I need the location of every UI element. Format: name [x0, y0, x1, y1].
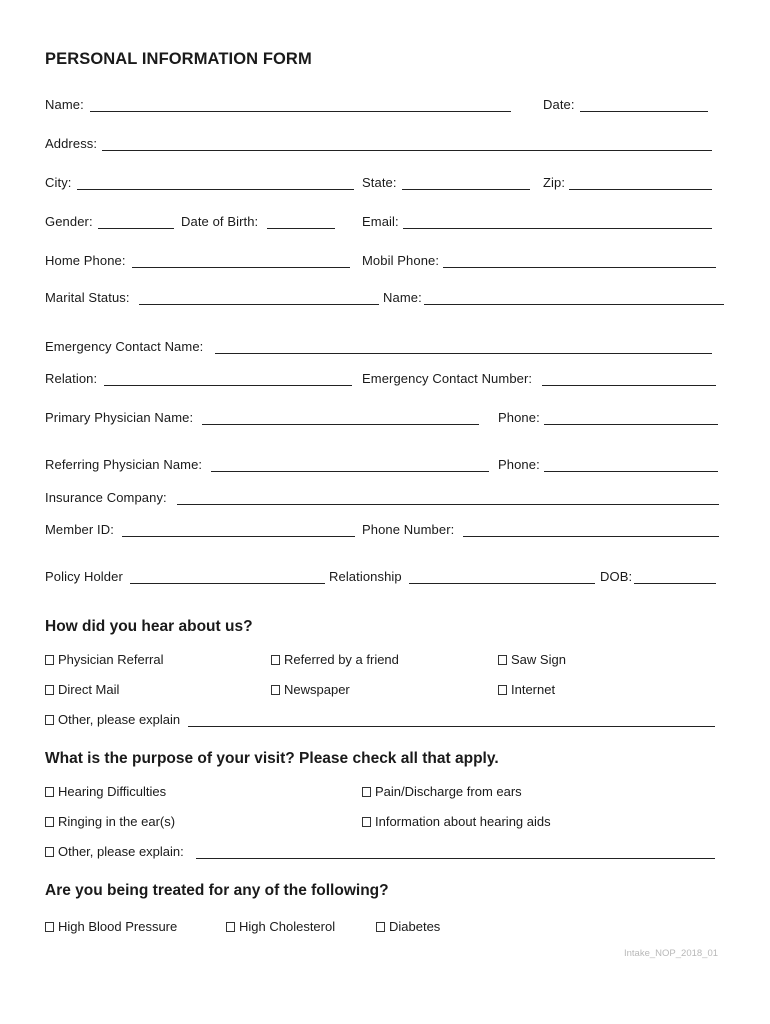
phone-number-label: Phone Number:	[362, 522, 455, 537]
option-label: Internet	[511, 682, 556, 697]
option-hear-other[interactable]	[45, 712, 180, 728]
insurance-company-label: Insurance Company:	[45, 490, 167, 505]
option-physician-referral[interactable]	[45, 652, 164, 668]
form-code-footer: Intake_NOP_2018_01	[624, 948, 719, 959]
marital-status-field[interactable]	[139, 304, 379, 305]
address-label: Address:	[45, 136, 98, 151]
option-label: Diabetes	[389, 919, 441, 934]
option-info-hearing-aids[interactable]	[362, 814, 551, 830]
form-title: PERSONAL INFORMATION FORM	[45, 50, 312, 68]
option-newspaper[interactable]	[271, 682, 350, 698]
relationship-field[interactable]	[409, 583, 595, 584]
home-phone-label: Home Phone:	[45, 253, 126, 268]
option-high-blood-pressure[interactable]	[45, 919, 177, 935]
option-label: Direct Mail	[58, 682, 120, 697]
relation-label: Relation:	[45, 371, 98, 386]
checkbox-icon[interactable]	[271, 685, 280, 695]
policy-dob-label: DOB:	[600, 569, 633, 584]
option-label: High Cholesterol	[239, 919, 336, 934]
policy-holder-label: Policy Holder	[45, 569, 123, 584]
hear-other-field[interactable]	[188, 726, 715, 727]
option-saw-sign[interactable]	[498, 652, 566, 668]
option-label: Newspaper	[284, 682, 350, 697]
state-label: State:	[362, 175, 397, 190]
dob-field[interactable]	[267, 228, 335, 229]
emergency-contact-name-field[interactable]	[215, 353, 712, 354]
option-referred-by-friend[interactable]	[271, 652, 399, 668]
zip-field[interactable]	[569, 189, 712, 190]
checkbox-icon[interactable]	[271, 655, 280, 665]
option-hearing-difficulties[interactable]	[45, 784, 166, 800]
dob-label: Date of Birth:	[181, 214, 259, 229]
city-label: City:	[45, 175, 72, 190]
phone-number-field[interactable]	[463, 536, 719, 537]
email-label: Email:	[362, 214, 399, 229]
referring-phone-field[interactable]	[544, 471, 718, 472]
checkbox-icon[interactable]	[45, 655, 54, 665]
date-label: Date:	[543, 97, 575, 112]
primary-phone-field[interactable]	[544, 424, 718, 425]
emergency-contact-name-label: Emergency Contact Name:	[45, 339, 204, 354]
checkbox-icon[interactable]	[362, 787, 371, 797]
option-label: Hearing Difficulties	[58, 784, 167, 799]
option-label: Ringing in the ear(s)	[58, 814, 176, 829]
checkbox-icon[interactable]	[45, 787, 54, 797]
option-label: Information about hearing aids	[375, 814, 551, 829]
referring-physician-name-label: Referring Physician Name:	[45, 457, 203, 472]
email-field[interactable]	[403, 228, 712, 229]
treated-heading: Are you being treated for any of the following?	[45, 882, 389, 899]
relation-field[interactable]	[104, 385, 352, 386]
option-pain-discharge[interactable]	[362, 784, 522, 800]
option-diabetes[interactable]	[376, 919, 440, 935]
city-field[interactable]	[77, 189, 354, 190]
checkbox-icon[interactable]	[45, 922, 54, 932]
emergency-contact-number-field[interactable]	[542, 385, 716, 386]
checkbox-icon[interactable]	[498, 685, 507, 695]
checkbox-icon[interactable]	[45, 715, 54, 725]
address-field[interactable]	[102, 150, 712, 151]
option-internet[interactable]	[498, 682, 555, 698]
option-label: Saw Sign	[511, 652, 566, 667]
purpose-heading: What is the purpose of your visit? Please check all that apply.	[45, 750, 499, 767]
spouse-name-label: Name:	[383, 290, 422, 305]
referring-physician-name-field[interactable]	[211, 471, 489, 472]
relationship-label: Relationship	[329, 569, 402, 584]
name-label: Name:	[45, 97, 84, 112]
option-label: Other, please explain	[58, 712, 181, 727]
option-label: Physician Referral	[58, 652, 164, 667]
checkbox-icon[interactable]	[45, 847, 54, 857]
option-purpose-other[interactable]	[45, 844, 184, 860]
policy-holder-field[interactable]	[130, 583, 325, 584]
member-id-field[interactable]	[122, 536, 355, 537]
option-label: High Blood Pressure	[58, 919, 178, 934]
insurance-company-field[interactable]	[177, 504, 719, 505]
marital-status-label: Marital Status:	[45, 290, 130, 305]
purpose-other-field[interactable]	[196, 858, 715, 859]
checkbox-icon[interactable]	[45, 817, 54, 827]
home-phone-field[interactable]	[132, 267, 350, 268]
gender-label: Gender:	[45, 214, 93, 229]
zip-label: Zip:	[543, 175, 566, 190]
hear-about-heading: How did you hear about us?	[45, 618, 253, 635]
primary-physician-name-field[interactable]	[202, 424, 479, 425]
member-id-label: Member ID:	[45, 522, 114, 537]
primary-physician-name-label: Primary Physician Name:	[45, 410, 194, 425]
checkbox-icon[interactable]	[45, 685, 54, 695]
name-field[interactable]	[90, 111, 511, 112]
emergency-contact-number-label: Emergency Contact Number:	[362, 371, 533, 386]
gender-field[interactable]	[98, 228, 174, 229]
referring-phone-label: Phone:	[498, 457, 540, 472]
mobil-phone-label: Mobil Phone:	[362, 253, 440, 268]
option-label: Pain/Discharge from ears	[375, 784, 522, 799]
option-ringing[interactable]	[45, 814, 175, 830]
state-field[interactable]	[402, 189, 530, 190]
option-label: Referred by a friend	[284, 652, 399, 667]
checkbox-icon[interactable]	[226, 922, 235, 932]
option-direct-mail[interactable]	[45, 682, 119, 698]
option-label: Other, please explain:	[58, 844, 184, 859]
date-field[interactable]	[580, 111, 708, 112]
spouse-name-field[interactable]	[424, 304, 724, 305]
option-high-cholesterol[interactable]	[226, 919, 335, 935]
checkbox-icon[interactable]	[362, 817, 371, 827]
checkbox-icon[interactable]	[498, 655, 507, 665]
policy-dob-field[interactable]	[634, 583, 716, 584]
checkbox-icon[interactable]	[376, 922, 385, 932]
primary-phone-label: Phone:	[498, 410, 540, 425]
mobil-phone-field[interactable]	[443, 267, 716, 268]
